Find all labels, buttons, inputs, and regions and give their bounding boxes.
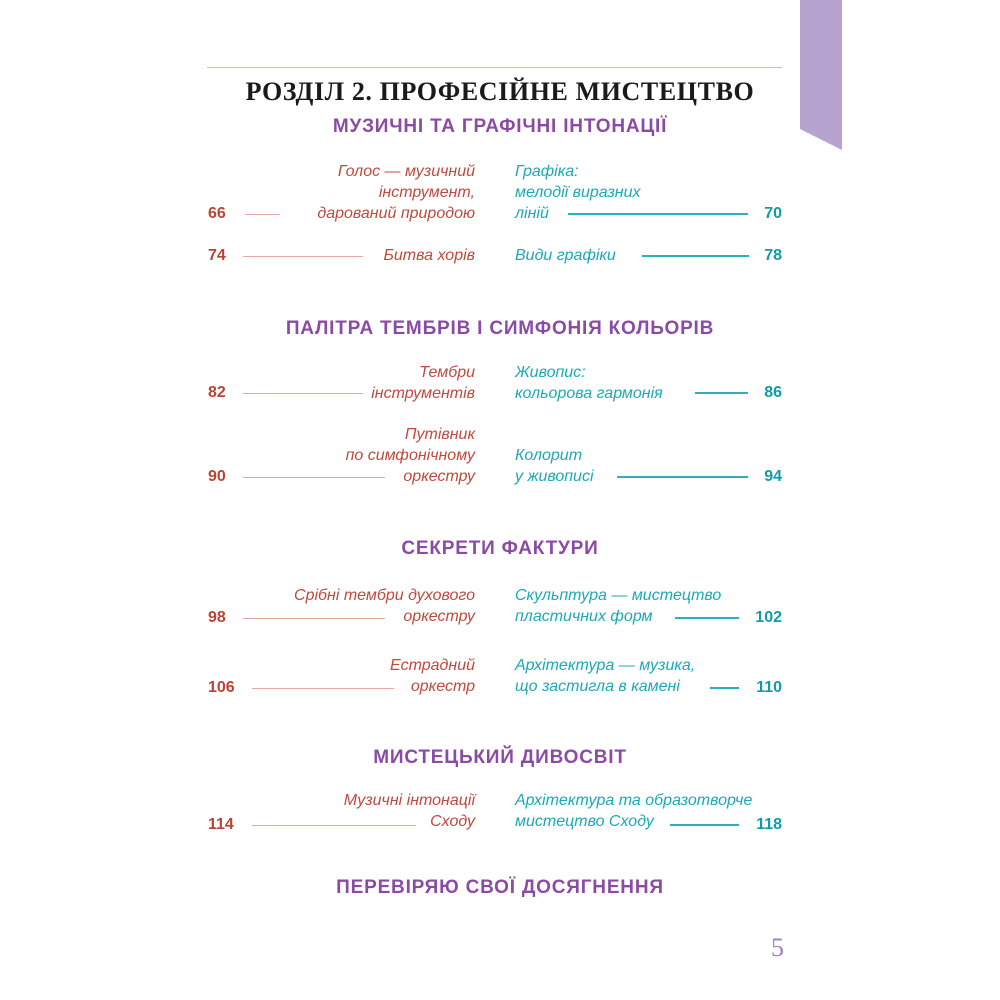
music-topic-link[interactable]: Музичні інтонації Сходу xyxy=(343,792,475,830)
art-leader-line xyxy=(675,617,739,619)
art-topic-link[interactable]: Види графіки xyxy=(515,247,616,264)
music-topic-link[interactable]: Битва хорів xyxy=(383,247,475,264)
art-page-number[interactable]: 86 xyxy=(764,384,782,401)
music-topic-link[interactable]: Естрадний оркестр xyxy=(389,657,475,695)
art-leader-line xyxy=(617,476,748,478)
art-topic-link[interactable]: Колорит у живописі xyxy=(515,447,594,485)
art-page-number[interactable]: 94 xyxy=(764,468,782,485)
art-leader-line xyxy=(642,255,749,257)
music-topic-link[interactable]: Путівник по симфонічному оркестру xyxy=(345,426,475,485)
music-leader-line xyxy=(243,256,363,257)
art-page-number[interactable]: 102 xyxy=(755,609,782,626)
music-page-number[interactable]: 114 xyxy=(208,816,234,833)
art-page-number[interactable]: 110 xyxy=(756,679,782,696)
music-leader-line xyxy=(252,825,416,826)
section-title-4: МИСТЕЦЬКИЙ ДИВОСВІТ xyxy=(373,747,627,768)
art-leader-line xyxy=(670,824,739,826)
chapter-title: РОЗДІЛ 2. ПРОФЕСІЙНЕ МИСТЕЦТВО xyxy=(245,77,755,106)
art-leader-line xyxy=(695,392,748,394)
music-topic-link[interactable]: Тембри інструментів xyxy=(371,364,475,402)
art-page-number[interactable]: 118 xyxy=(756,816,782,833)
music-leader-line xyxy=(252,688,394,689)
art-topic-link[interactable]: Графіка: мелодії виразних ліній xyxy=(515,163,641,222)
music-topic-link[interactable]: Голос — музичний інструмент, дарований природою xyxy=(317,163,475,222)
section-title-3: СЕКРЕТИ ФАКТУРИ xyxy=(401,538,599,559)
section-title-5: ПЕРЕВІРЯЮ СВОЇ ДОСЯГНЕННЯ xyxy=(336,877,664,898)
art-leader-line xyxy=(710,687,739,689)
art-leader-line xyxy=(568,213,748,215)
section-title-2: ПАЛІТРА ТЕМБРІВ І СИМФОНІЯ КОЛЬОРІВ xyxy=(285,318,715,339)
music-page-number[interactable]: 66 xyxy=(208,205,226,222)
page-number: 5 xyxy=(771,933,784,962)
music-leader-line xyxy=(243,393,363,394)
music-leader-line xyxy=(245,214,280,215)
art-page-number[interactable]: 70 xyxy=(764,205,782,222)
art-page-number[interactable]: 78 xyxy=(764,247,782,264)
chapter-tab-marker xyxy=(800,0,842,150)
top-divider xyxy=(207,67,782,68)
music-leader-line xyxy=(243,477,385,478)
art-topic-link[interactable]: Архітектура — музика, що застигла в камені xyxy=(515,657,696,695)
music-leader-line xyxy=(243,618,385,619)
music-page-number[interactable]: 74 xyxy=(208,247,226,264)
art-topic-link[interactable]: Скульптура — мистецтво пластичних форм xyxy=(515,587,722,625)
music-page-number[interactable]: 98 xyxy=(208,609,226,626)
section-title-1: МУЗИЧНІ ТА ГРАФІЧНІ ІНТОНАЦІЇ xyxy=(332,116,668,137)
music-page-number[interactable]: 82 xyxy=(208,384,226,401)
art-topic-link[interactable]: Архітектура та образотворче мистецтво Сходу xyxy=(515,792,753,830)
art-topic-link[interactable]: Живопис: кольорова гармонія xyxy=(515,364,663,402)
music-page-number[interactable]: 106 xyxy=(208,679,235,696)
music-topic-link[interactable]: Срібні тембри духового оркестру xyxy=(294,587,475,625)
music-page-number[interactable]: 90 xyxy=(208,468,226,485)
